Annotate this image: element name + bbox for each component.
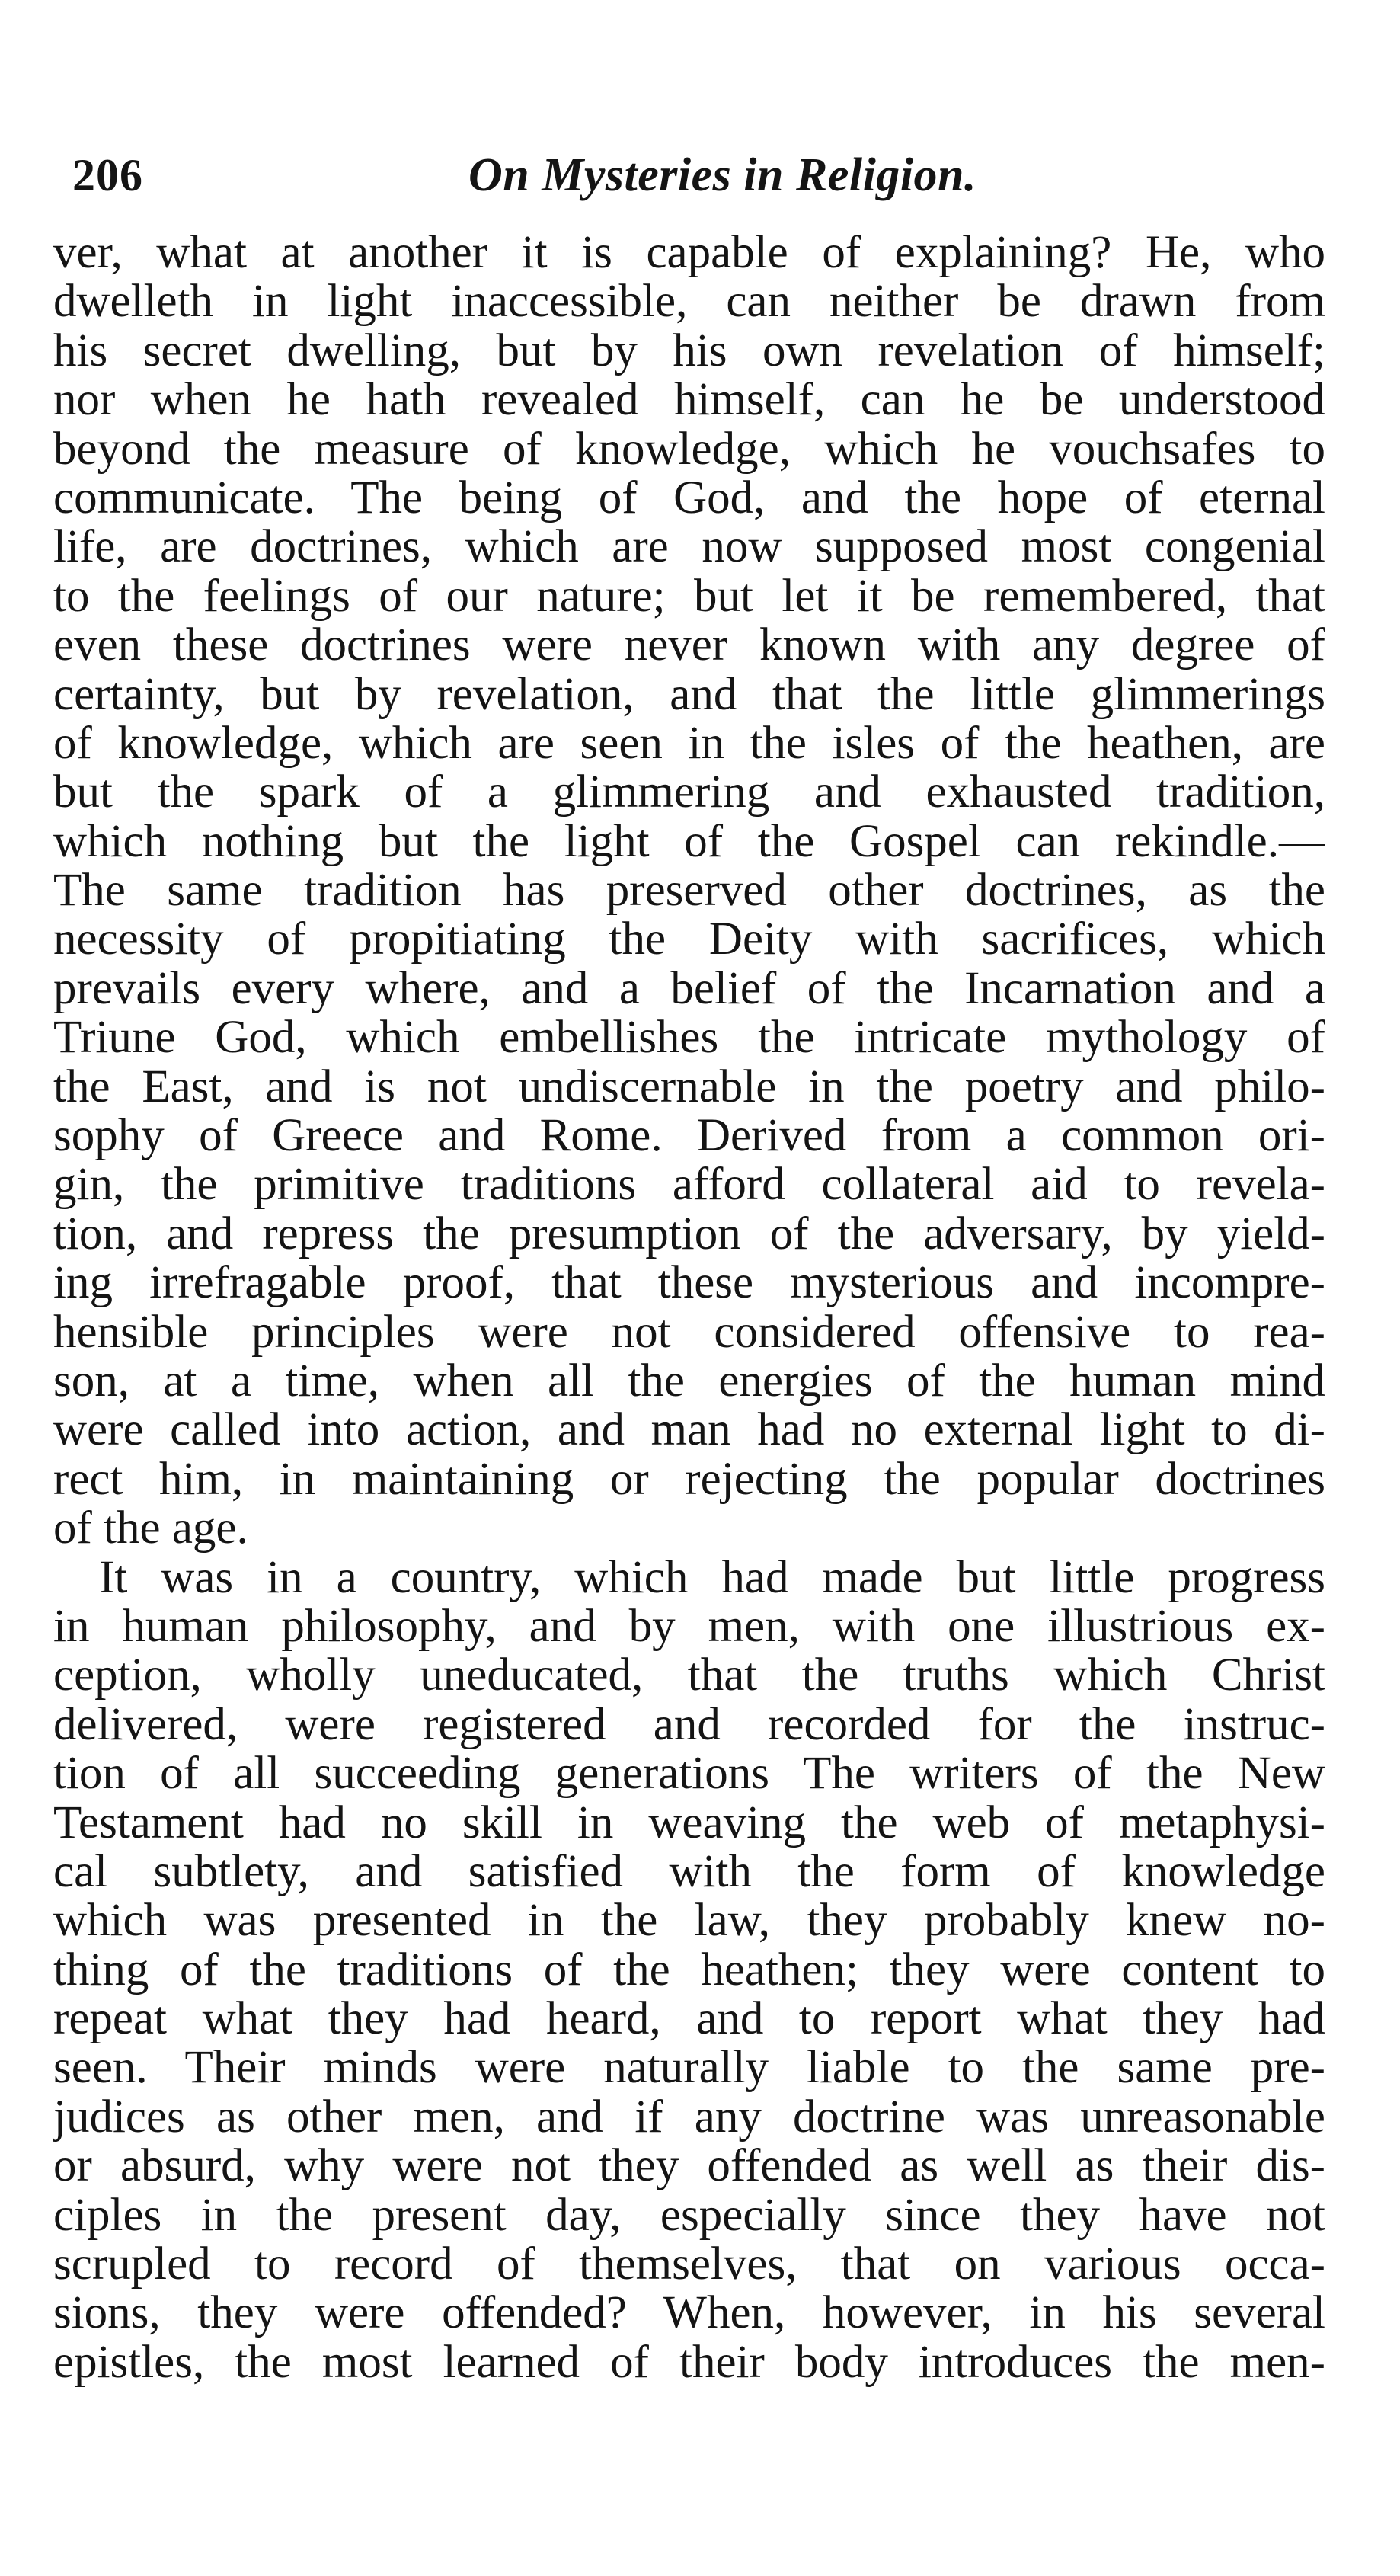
text-line: scrupled to record of themselves, that on various occa- — [53, 2240, 1325, 2290]
text-line: his secret dwelling, but by his own revelation of himself; — [53, 326, 1325, 376]
text-line: gin, the primitive traditions afford collateral aid to revela- — [53, 1160, 1325, 1210]
text-line: beyond the measure of knowledge, which he vouchsafes to — [53, 424, 1325, 474]
page-number: 206 — [72, 150, 143, 200]
text-line: epistles, the most learned of their body introduces the men- — [53, 2338, 1325, 2388]
text-line: in human philosophy, and by men, with one illustrious ex- — [53, 1602, 1325, 1652]
text-line: repeat what they had heard, and to report what they had — [53, 1995, 1325, 2044]
running-title: On Mysteries in Religion. — [468, 149, 977, 201]
text-line: which nothing but the light of the Gospel can rekindle.— — [53, 817, 1325, 867]
text-line: life, are doctrines, which are now supposed most congenial — [53, 523, 1325, 572]
text-line: prevails every where, and a belief of the Incarnation and a — [53, 964, 1325, 1014]
body-text — [53, 229, 1325, 2387]
text-line: tion, and repress the presumption of the adversary, by yield- — [53, 1209, 1325, 1259]
text-line: ciples in the present day, especially since they have not — [53, 2190, 1325, 2241]
text-line: Triune God, which embellishes the intricate mythology of — [53, 1013, 1325, 1063]
text-line: the East, and is not undiscernable in the poetry and philo- — [53, 1062, 1325, 1112]
text-line: rect him, in maintaining or rejecting the popular doctrines — [53, 1454, 1325, 1505]
text-line: were called into action, and man had no external light to di- — [53, 1406, 1325, 1455]
text-line: which was presented in the law, they probably knew no- — [53, 1896, 1325, 1946]
text-line: even these doctrines were never known with any degree of — [53, 621, 1325, 670]
text-line: to the feelings of our nature; but let it be remembered, that — [53, 571, 1325, 622]
text-line: cal subtlety, and satisfied with the form of knowledge — [53, 1847, 1325, 1897]
text-line: of the age. — [53, 1504, 248, 1554]
text-line: Testament had no skill in weaving the web of metaphysi- — [53, 1798, 1325, 1848]
text-line: certainty, but by revelation, and that the little glimmerings — [53, 670, 1325, 719]
paragraph-2 — [53, 1554, 1325, 2388]
text-line: ception, wholly uneducated, that the truths which Christ — [53, 1651, 1325, 1701]
text-line: hensible principles were not considered offensive to rea- — [53, 1307, 1325, 1357]
text-line: tion of all succeeding generations The writers of the New — [53, 1749, 1325, 1799]
text-line: necessity of propitiating the Deity with sacrifices, which — [53, 915, 1325, 965]
text-line: thing of the traditions of the heathen; they were content to — [53, 1945, 1325, 1995]
text-line: or absurd, why were not they offended as well as their dis- — [53, 2142, 1325, 2191]
text-line: delivered, were registered and recorded for the instruc- — [53, 1700, 1325, 1750]
text-line: nor when he hath revealed himself, can he be understood — [53, 376, 1325, 425]
text-line: The same tradition has preserved other doctrines, as the — [53, 866, 1325, 916]
page-header — [72, 141, 1314, 210]
text-line: ing irrefragable proof, that these mysterious and incompre- — [53, 1259, 1325, 1308]
text-line: communicate. The being of God, and the hope of eternal — [53, 473, 1325, 523]
text-line: It was in a country, which had made but little progress — [99, 1553, 1325, 1602]
text-line: judices as other men, and if any doctrine was unreasonable — [53, 2092, 1325, 2142]
text-line: of knowledge, which are seen in the isles of the heathen, are — [53, 718, 1325, 769]
text-line: but the spark of a glimmering and exhausted tradition, — [53, 768, 1325, 818]
text-line: sions, they were offended? When, however, in his several — [53, 2289, 1325, 2338]
text-line: dwelleth in light inaccessible, can neither be drawn from — [53, 277, 1325, 327]
paragraph-1 — [53, 229, 1325, 1554]
text-line: seen. Their minds were naturally liable to the same pre- — [53, 2043, 1325, 2093]
text-line: son, at a time, when all the energies of the human mind — [53, 1356, 1325, 1406]
text-line: ver, what at another it is capable of explaining? He, who — [53, 229, 1325, 278]
text-line: sophy of Greece and Rome. Derived from a common ori- — [53, 1112, 1325, 1161]
